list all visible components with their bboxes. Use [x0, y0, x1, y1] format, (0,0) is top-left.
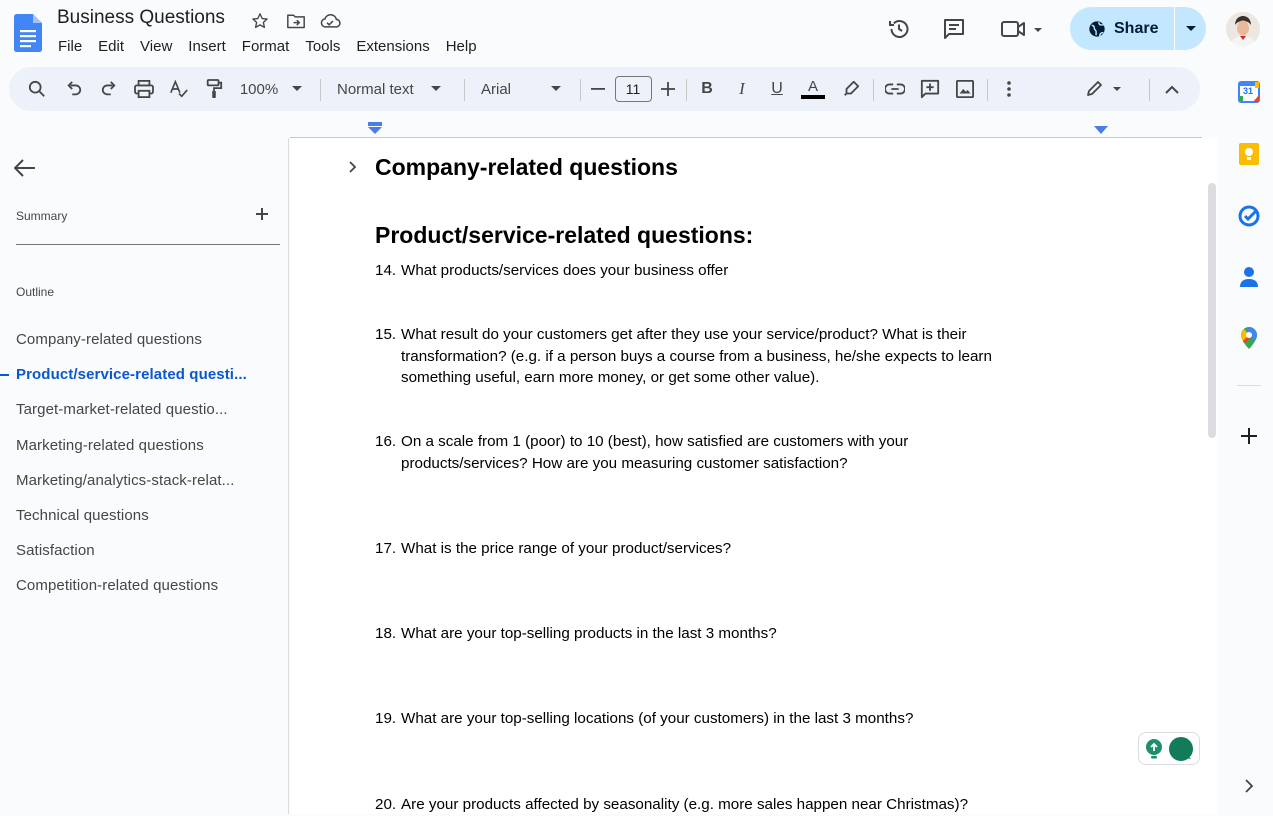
menu-help[interactable]: Help	[445, 38, 477, 55]
zoom-value: 100%	[239, 80, 279, 98]
menu-extensions[interactable]: Extensions	[356, 38, 430, 55]
app-header	[0, 0, 1273, 64]
keep-icon[interactable]	[1237, 142, 1261, 166]
italic-button[interactable]: I	[739, 79, 745, 98]
heading-product-service-questions[interactable]: Product/service-related questions:	[375, 222, 754, 248]
text-color-button[interactable]	[800, 74, 826, 104]
get-add-ons-icon[interactable]	[1237, 424, 1261, 448]
spellcheck-icon[interactable]	[166, 74, 192, 104]
question-number: 14.	[375, 262, 397, 279]
menu-tools[interactable]: Tools	[305, 38, 341, 55]
question-text: What are your top-selling locations (of your customers) in the last 3 months?	[401, 710, 914, 727]
document-outline-sidebar	[0, 138, 289, 814]
add-comment-icon[interactable]	[917, 74, 943, 104]
undo-icon[interactable]	[61, 74, 87, 104]
heading-company-questions[interactable]: Company-related questions	[375, 154, 678, 180]
print-icon[interactable]	[131, 74, 157, 104]
right-indent-marker[interactable]	[1094, 126, 1108, 135]
question-text: Are your products affected by seasonality (e.g. more sales happen near Christmas)?	[401, 796, 969, 813]
editing-mode-select[interactable]	[1081, 74, 1127, 104]
toolbar-divider	[873, 79, 874, 101]
menu-edit[interactable]: Edit	[98, 38, 125, 55]
menu-insert[interactable]: Insert	[188, 38, 226, 55]
question-text: What result do your customers get after they use your service/product? What is their transformation? (e.g. if a person buys a course from a business, he/she expects to learn something useful, earn more money, or get some other value).	[401, 326, 992, 386]
outline-list	[0, 322, 288, 604]
menu-file[interactable]: File	[58, 38, 83, 55]
redo-icon[interactable]	[96, 74, 122, 104]
font-size-field[interactable]	[614, 74, 652, 104]
docs-logo-icon[interactable]	[14, 14, 42, 52]
globe-icon	[1088, 20, 1106, 38]
text-color-label: A	[807, 78, 818, 95]
outline-item-competition[interactable]: Competition-related questions	[16, 577, 219, 595]
share-main[interactable]	[1070, 7, 1174, 50]
toolbar-divider	[686, 79, 687, 101]
lightbulb-icon[interactable]	[1144, 738, 1164, 760]
document-title[interactable]: Business Questions	[57, 7, 225, 28]
question-item[interactable]	[375, 324, 1041, 389]
paragraph-style-value: Normal text	[337, 80, 414, 98]
chat-bubble-icon[interactable]	[1168, 736, 1194, 762]
expand-section-chevron-icon[interactable]	[348, 160, 362, 176]
paint-format-icon[interactable]	[201, 74, 227, 104]
ruler[interactable]	[290, 121, 1202, 138]
calendar-icon[interactable]	[1237, 80, 1261, 104]
question-number: 19.	[375, 710, 397, 727]
zoom-select[interactable]	[235, 74, 307, 104]
menu-bar	[50, 37, 485, 56]
side-panel-divider	[1237, 385, 1261, 386]
comments-icon[interactable]	[936, 14, 972, 44]
outline-item-company[interactable]: Company-related questions	[16, 331, 202, 349]
add-summary-icon[interactable]	[252, 204, 272, 224]
avatar[interactable]	[1226, 12, 1260, 46]
question-text: What products/services does your business offer	[401, 262, 729, 279]
outline-item-technical[interactable]: Technical questions	[16, 507, 149, 525]
search-menus-icon[interactable]	[23, 74, 51, 104]
version-history-icon[interactable]	[881, 14, 917, 44]
toolbar-divider	[1149, 79, 1150, 101]
outline-item-label: Product/service-related questi...	[16, 366, 247, 384]
more-options-icon[interactable]	[997, 74, 1021, 104]
insert-image-icon[interactable]	[952, 74, 978, 104]
outline-label: Outline	[16, 285, 55, 299]
tasks-icon[interactable]	[1237, 204, 1261, 228]
question-number: 18.	[375, 625, 397, 642]
calendar-day: 31	[1243, 86, 1254, 96]
active-outline-marker	[0, 374, 9, 376]
font-family-select[interactable]	[473, 74, 573, 104]
question-number: 15.	[375, 326, 397, 343]
question-item[interactable]	[375, 431, 961, 474]
move-folder-icon[interactable]	[285, 10, 307, 32]
menu-view[interactable]: View	[140, 38, 173, 55]
maps-icon[interactable]	[1237, 326, 1261, 350]
question-item[interactable]	[375, 623, 1081, 645]
menu-format[interactable]: Format	[241, 38, 290, 55]
insert-link-icon[interactable]	[882, 74, 908, 104]
cloud-saved-icon[interactable]	[319, 10, 341, 32]
toolbar-divider	[464, 79, 465, 101]
question-text: On a scale from 1 (poor) to 10 (best), how satisfied are customers with your products/services? How are you measuring customer satisfaction?	[401, 433, 909, 472]
outline-item-marketing-analytics[interactable]: Marketing/analytics-stack-relat...	[16, 471, 235, 489]
outline-item-satisfaction[interactable]: Satisfaction	[16, 542, 95, 560]
toolbar-divider	[987, 79, 988, 101]
text-color-swatch	[801, 95, 825, 99]
chevron-down-icon	[551, 86, 561, 92]
contacts-icon[interactable]	[1237, 265, 1261, 289]
outline-item-marketing[interactable]: Marketing-related questions	[16, 436, 204, 454]
question-number: 16.	[375, 433, 397, 450]
star-icon[interactable]	[249, 10, 271, 32]
question-item[interactable]	[375, 260, 1081, 282]
paragraph-style-select[interactable]	[329, 74, 457, 104]
assistant-widget[interactable]	[1138, 732, 1200, 765]
toolbar-divider	[580, 79, 581, 101]
outline-item-product-service[interactable]	[0, 357, 275, 392]
hide-menus-icon[interactable]	[1159, 74, 1185, 104]
font-family-value: Arial	[481, 80, 512, 98]
chevron-down-icon	[431, 86, 441, 92]
show-side-panel-chevron-icon[interactable]	[1237, 774, 1261, 798]
side-panel	[1225, 64, 1273, 814]
question-number: 20.	[375, 796, 397, 813]
question-item[interactable]	[375, 794, 1081, 816]
summary-divider	[16, 244, 280, 245]
share-dropdown-icon[interactable]	[1175, 7, 1206, 50]
bold-button[interactable]: B	[701, 80, 713, 97]
chevron-down-icon	[292, 86, 302, 92]
underline-button[interactable]: U	[771, 80, 783, 97]
question-text: What is the price range of your product/services?	[401, 540, 732, 557]
font-size-input[interactable]: 11	[615, 76, 652, 102]
toolbar-divider	[320, 79, 321, 101]
outline-item-target-market[interactable]: Target-market-related questio...	[16, 401, 228, 419]
highlight-color-icon[interactable]	[838, 74, 864, 104]
meet-icon[interactable]	[996, 14, 1048, 44]
back-arrow-icon[interactable]	[14, 156, 42, 180]
question-item[interactable]	[375, 538, 1081, 560]
scrollbar-thumb[interactable]	[1208, 183, 1216, 438]
increase-font-size-icon[interactable]	[657, 74, 679, 104]
document-page[interactable]	[290, 138, 1202, 814]
summary-label: Summary	[16, 209, 68, 223]
formatting-toolbar	[9, 67, 1200, 111]
share-button[interactable]	[1070, 7, 1206, 50]
pencil-icon	[1085, 80, 1123, 98]
left-indent-marker[interactable]	[367, 122, 383, 134]
question-number: 17.	[375, 540, 397, 557]
question-text: What are your top-selling products in the last 3 months?	[401, 625, 777, 642]
decrease-font-size-icon[interactable]	[587, 74, 609, 104]
share-label: Share	[1114, 19, 1159, 37]
question-item[interactable]	[375, 708, 1081, 730]
